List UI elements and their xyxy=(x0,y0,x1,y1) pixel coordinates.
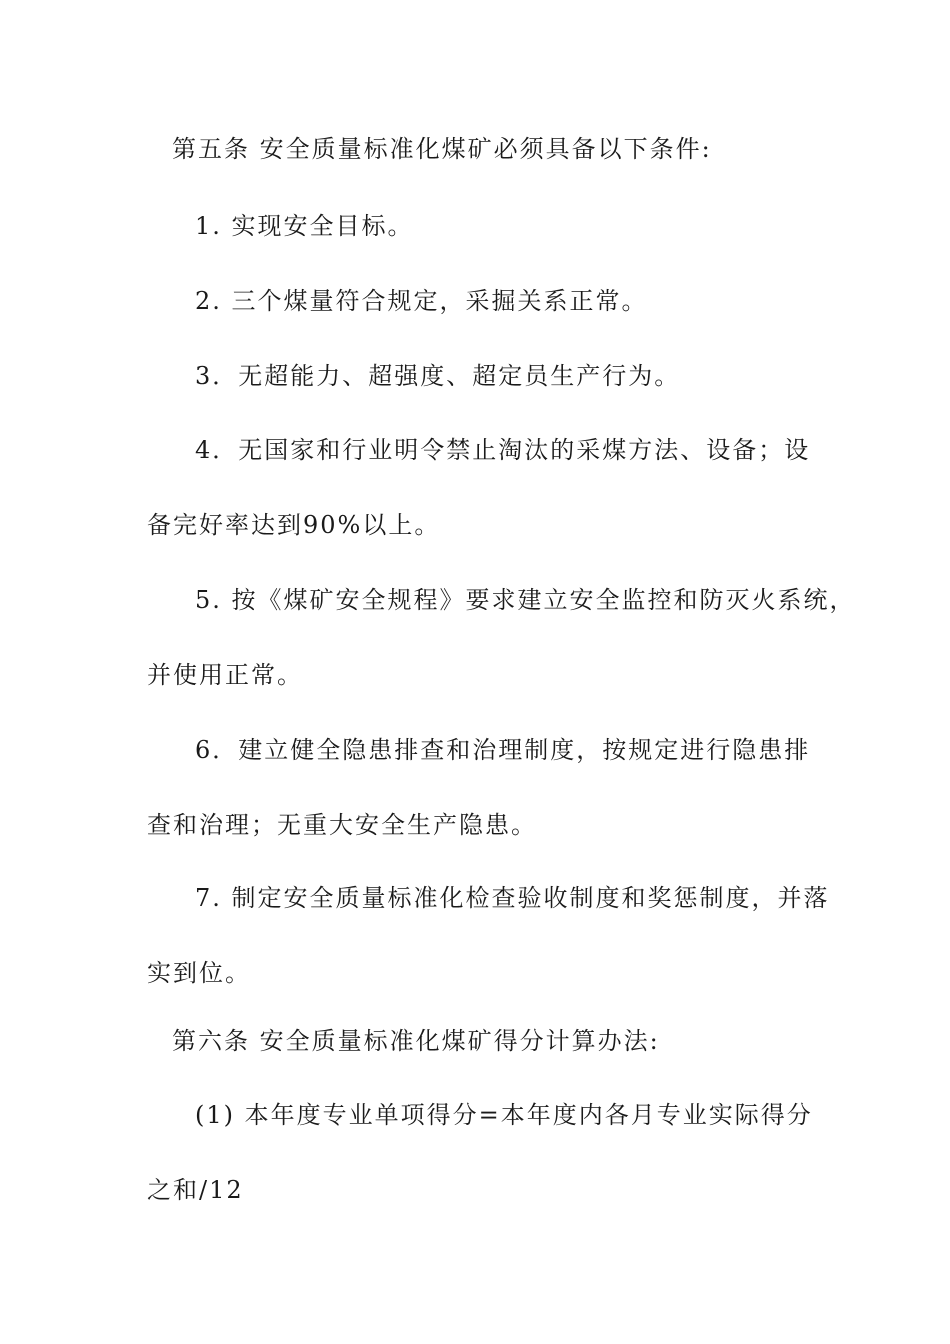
condition-3: 3．无超能力、超强度、超定员生产行为。 xyxy=(195,362,681,390)
condition-6-line-2: 查和治理；无重大安全生产隐患。 xyxy=(147,811,537,839)
condition-4-line-1: 4．无国家和行业明令禁止淘汰的采煤方法、设备；设 xyxy=(195,436,811,464)
condition-5-line-1: 5. 按《煤矿安全规程》要求建立安全监控和防灭火系统， xyxy=(195,586,856,614)
condition-6-line-1: 6．建立健全隐患排查和治理制度，按规定进行隐患排 xyxy=(195,736,811,764)
condition-7-line-2: 实到位。 xyxy=(147,959,251,987)
formula-1-line-2: 之和/12 xyxy=(147,1176,244,1204)
condition-4-line-2: 备完好率达到90%以上。 xyxy=(147,511,441,539)
condition-7-line-1: 7. 制定安全质量标准化检查验收制度和奖惩制度，并落 xyxy=(195,884,830,912)
formula-1-line-1: (1) 本年度专业单项得分=本年度内各月专业实际得分 xyxy=(195,1101,813,1129)
condition-1: 1. 实现安全目标。 xyxy=(195,212,414,240)
article-6-heading: 第六条 安全质量标准化煤矿得分计算办法: xyxy=(172,1027,660,1055)
condition-5-line-2: 并使用正常。 xyxy=(147,661,303,689)
article-5-heading: 第五条 安全质量标准化煤矿必须具备以下条件: xyxy=(172,135,712,163)
condition-2: 2. 三个煤量符合规定，采掘关系正常。 xyxy=(195,287,648,315)
